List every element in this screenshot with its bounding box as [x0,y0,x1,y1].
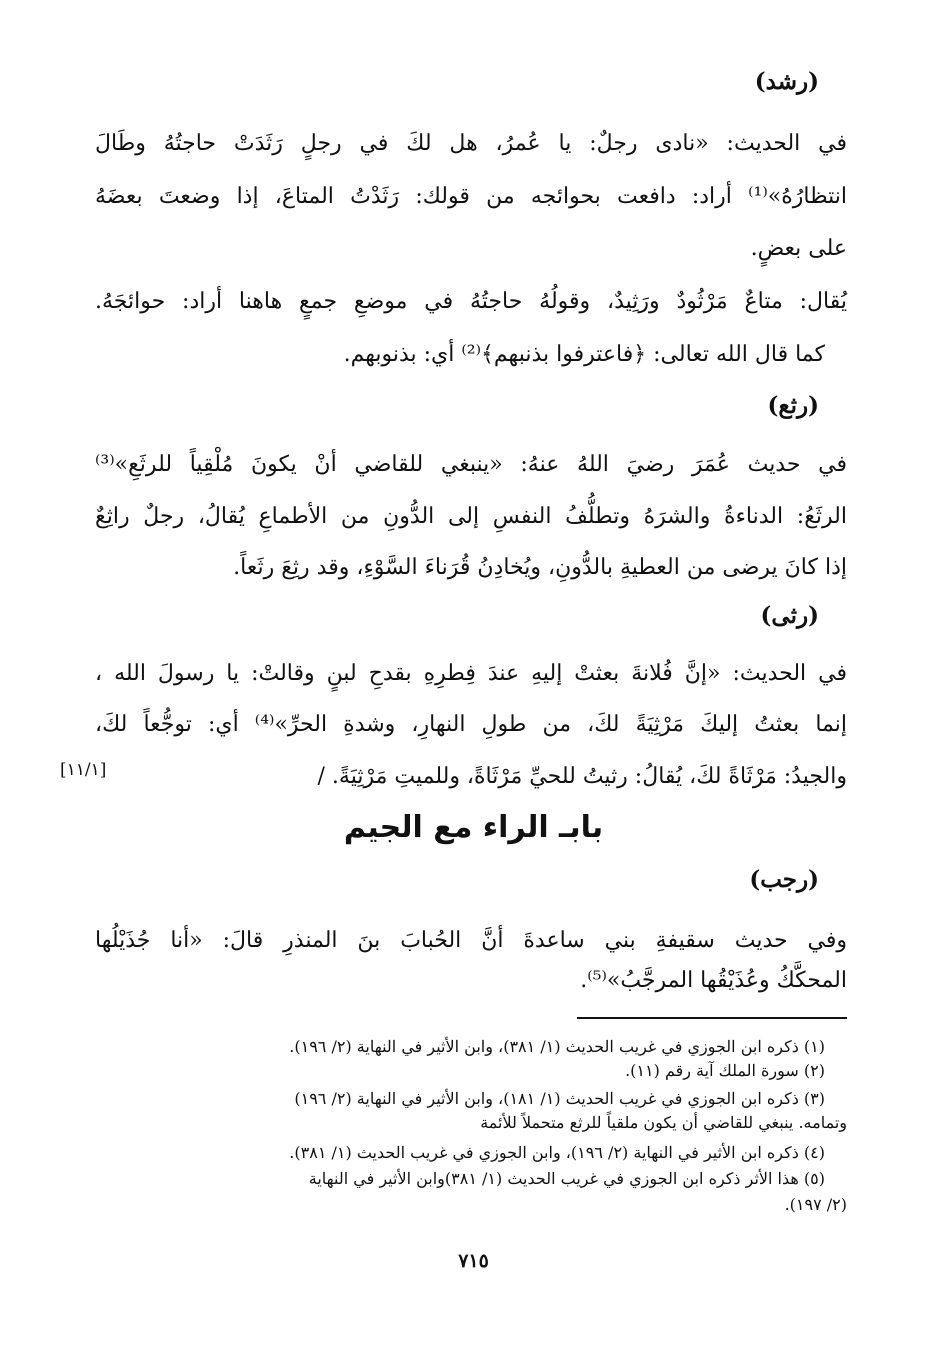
footnote-divider [577,1017,847,1019]
footnote: (٥) هذا الأثر ذكره ابن الجوزي في غريب الحديث (١/ ٣٨١)وابن الأثير في النهاية [308,1169,825,1188]
text-line: والجيدُ: مَرْثَاةً لكَ، يُقالُ: رثيتُ للحيِّ مَرْثَاةً، وللميتِ مَرْثِيَةً. / [317,764,847,789]
text-line: في حديث عُمَرَ رضيَ اللهُ عنهُ: «ينبغي للقاضي أنْ يكونَ مُلْقِياً للرثَعِ»⁽³⁾ [95,452,847,477]
text-line: في الحديث: «إنَّ فُلانةَ بعثتْ إليهِ عندَ فِطرِهِ بقدحِ لبنٍ وقالتْ: يا رسولَ الله ، [95,661,847,686]
footnote: (٣) ذكره ابن الجوزي في غريب الحديث (١/ ١٨١)، وابن الأثير في النهاية (٢/ ١٩٦) [294,1089,825,1108]
footnote: (١) ذكره ابن الجوزي في غريب الحديث (١/ ٣٨١)، وابن الأثير في النهاية (٢/ ١٩٦). [289,1037,825,1056]
footnote: (٢) سورة الملك آية رقم (١١). [625,1061,825,1080]
text-line: انتظارُهُ»⁽¹⁾ أراد: دافعت بحوائجه من قولك: رَثَدْتُ المتاعَ، إذا وضعتَ بعضَهُ [95,184,847,209]
text-line: الرثَعُ: الدناءةُ والشرَهُ وتطلُّفُ النفسِ إلى الدُّونِ من الأطماعِ يُقالُ، رجلٌ راثِعٌ [95,504,847,529]
text-line: إنما بعثتُ إليكَ مَرْثِيَةً لكَ، من طولِ النهارِ، وشدةِ الحرِّ»⁽⁴⁾ أي: توجُّعاً لكَ، [95,712,847,737]
text-line: كما قال الله تعالى: ﴿فاعترفوا بذنبهم﴾⁽²⁾ أي: بذنوبهم. [343,342,825,367]
entry-heading-rashad: (رشد) [754,68,819,95]
text-line: وفي حديث سقيفةِ بني ساعدةَ أنَّ الحُبابَ بنَ المنذرِ قالَ: «أنا جُذَيْلُها [95,928,847,953]
entry-heading-rajab: (رجب) [749,866,819,893]
page-number: ٧١٥ [458,1250,489,1272]
entry-heading-ratha: (رثى) [760,602,819,629]
margin-reference: [١١/١] [60,760,107,780]
footnote-continuation: وتمامه. ينبغي للقاضي أن يكون ملقياً للرثع متحملاً للأئمة [480,1113,847,1132]
text-line: المحكَّكُ وعُذَيْقُها المرجَّبُ»⁽⁵⁾. [580,968,847,993]
text-line: في الحديث: «نادى رجلٌ: يا عُمرُ، هل لكَ في رجلٍ رَثَدَتْ حاجتُهُ وطَالَ [95,131,847,156]
footnote-continuation: (٢/ ١٩٧). [784,1195,847,1214]
chapter-title: بابـ الراء مع الجيم [343,810,604,845]
text-line: على بعضٍ. [750,236,847,261]
footnote: (٤) ذكره ابن الأثير في النهاية (٢/ ١٩٦)، وابن الجوزي في غريب الحديث (١/ ٣٨١). [289,1143,825,1162]
entry-heading-rathaa: (رثع) [767,392,819,419]
text-line: إذا كانَ يرضى من العطيةِ بالدُّونِ، ويُخادِنُ قُرَناءَ السَّوْءِ، وقد رثِعَ رثَعاً. [233,555,847,580]
text-line: يُقال: متاعٌ مَرْثُودٌ ورَثِيدٌ، وقولُهُ حاجتُهُ في موضعِ جمعٍ هاهنا أراد: حوائجَهُ. [95,289,847,314]
